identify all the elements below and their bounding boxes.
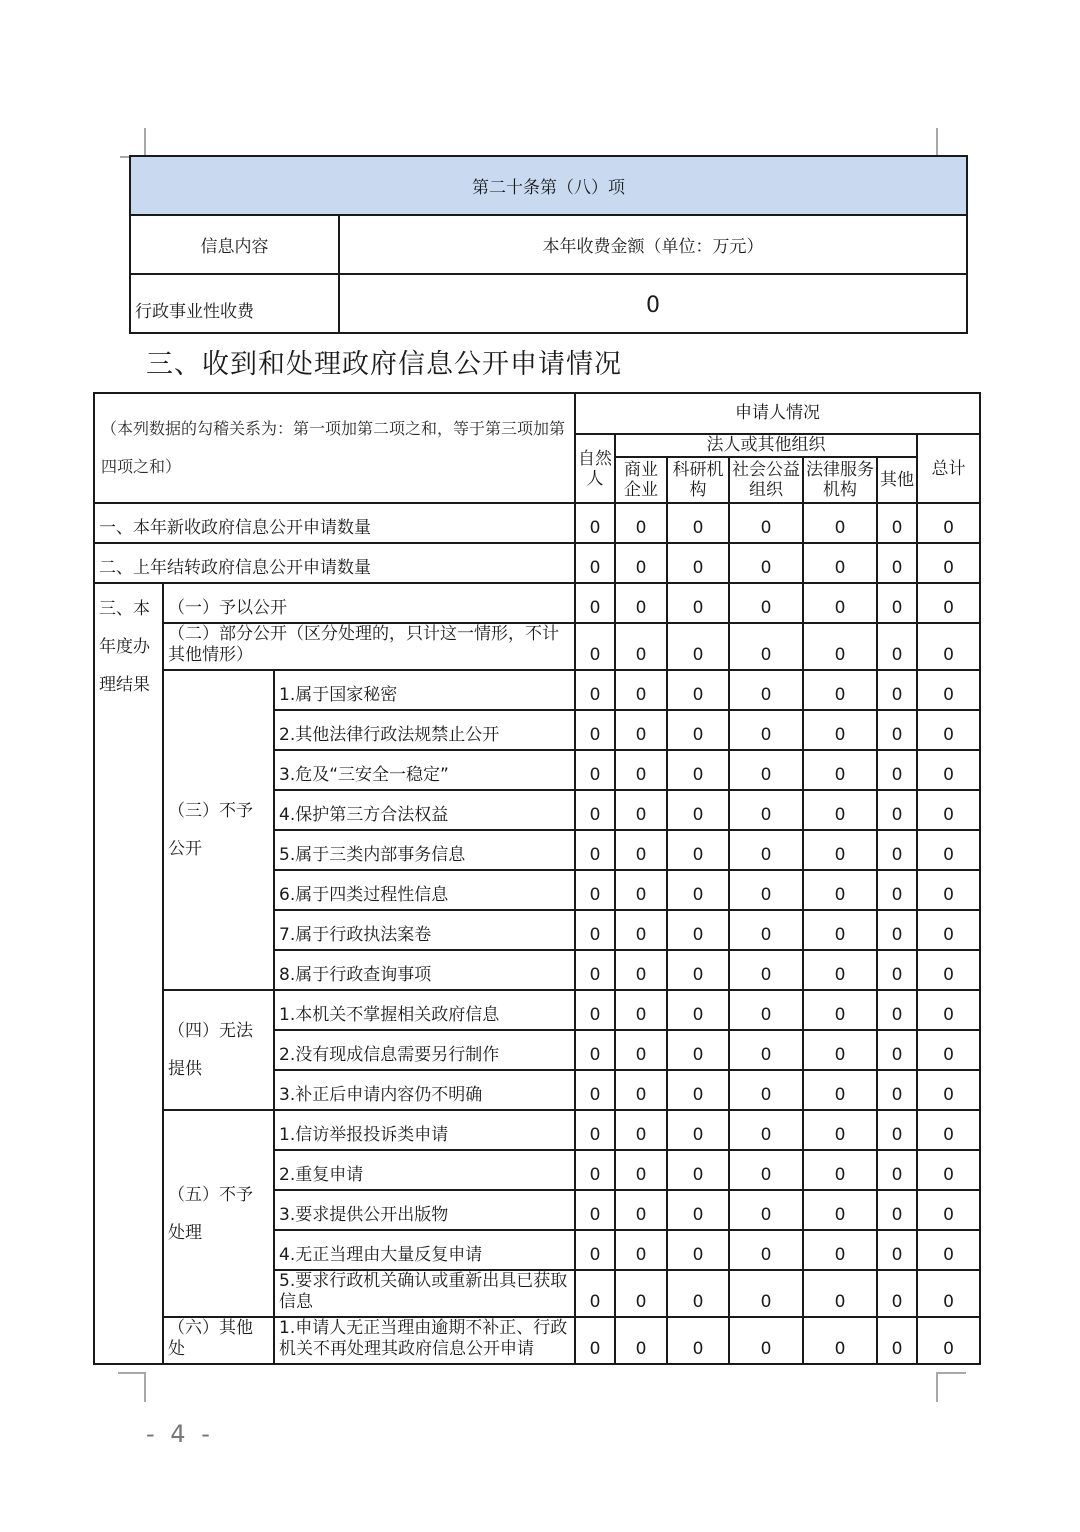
value-cell: 0: [667, 583, 729, 623]
value-cell: 0: [803, 990, 877, 1030]
value-cell: 0: [667, 503, 729, 543]
value-cell: 0: [917, 910, 980, 950]
value-cell: 0: [667, 1317, 729, 1364]
value-cell: 0: [575, 790, 615, 830]
group-other: （六）其他处: [163, 1317, 274, 1364]
applicant-header: 申请人情况: [575, 393, 980, 434]
value-cell: 0: [729, 1270, 803, 1317]
value-cell: 0: [877, 1190, 917, 1230]
row-label: 3.要求提供公开出版物: [274, 1190, 575, 1230]
value-cell: 0: [667, 790, 729, 830]
row-label: 5.属于三类内部事务信息: [274, 830, 575, 870]
value-cell: 0: [917, 1270, 980, 1317]
value-cell: 0: [575, 990, 615, 1030]
header-row-1: [94, 393, 980, 434]
value-cell: 0: [575, 543, 615, 583]
value-cell: 0: [877, 950, 917, 990]
table-row: [94, 503, 980, 543]
value-cell: 0: [803, 670, 877, 710]
value-cell: 0: [803, 710, 877, 750]
crop-mark-bottom-right: [936, 1372, 966, 1402]
value-cell: 0: [575, 623, 615, 670]
value-cell: 0: [803, 1270, 877, 1317]
value-cell: 0: [575, 950, 615, 990]
value-cell: 0: [667, 750, 729, 790]
value-cell: 0: [877, 670, 917, 710]
value-cell: 0: [803, 543, 877, 583]
value-cell: 0: [615, 1317, 667, 1364]
value-cell: 0: [803, 1317, 877, 1364]
crop-mark-top-right: [936, 128, 966, 158]
value-cell: 0: [575, 910, 615, 950]
value-cell: 0: [729, 503, 803, 543]
value-cell: 0: [729, 583, 803, 623]
row-label: 2.重复申请: [274, 1150, 575, 1190]
value-cell: 0: [667, 1110, 729, 1150]
value-cell: 0: [575, 583, 615, 623]
value-cell: 0: [667, 830, 729, 870]
value-cell: 0: [877, 1230, 917, 1270]
value-cell: 0: [667, 670, 729, 710]
value-cell: 0: [877, 543, 917, 583]
row-label: 7.属于行政执法案卷: [274, 910, 575, 950]
value-cell: 0: [877, 830, 917, 870]
col-social-welfare: 社会公益组织: [729, 457, 803, 503]
col-business: 商业企业: [615, 457, 667, 503]
table-row: [94, 583, 980, 623]
row-label: 1.本机关不掌握相关政府信息: [274, 990, 575, 1030]
value-cell: 0: [917, 583, 980, 623]
value-cell: 0: [729, 950, 803, 990]
value-cell: 0: [877, 1070, 917, 1110]
row-label: （一）予以公开: [163, 583, 575, 623]
row-label: 2.没有现成信息需要另行制作: [274, 1030, 575, 1070]
value-cell: 0: [877, 1150, 917, 1190]
value-cell: 0: [803, 750, 877, 790]
page-number: - 4 -: [146, 1420, 214, 1448]
value-cell: 0: [667, 870, 729, 910]
value-cell: 0: [729, 790, 803, 830]
value-cell: 0: [575, 750, 615, 790]
col-natural-person: 自然人: [575, 434, 615, 503]
row-label: 4.无正当理由大量反复申请: [274, 1230, 575, 1270]
value-cell: 0: [917, 1030, 980, 1070]
table-row: [94, 670, 980, 710]
value-cell: 0: [917, 1190, 980, 1230]
section-title: 三、收到和处理政府信息公开申请情况: [146, 349, 622, 380]
value-cell: 0: [917, 710, 980, 750]
value-cell: 0: [729, 1317, 803, 1364]
value-cell: 0: [877, 990, 917, 1030]
col-other-org: 其他: [877, 457, 917, 503]
value-cell: 0: [615, 503, 667, 543]
value-cell: 0: [803, 870, 877, 910]
row-label: 2.其他法律行政法规禁止公开: [274, 710, 575, 750]
value-cell: 0: [729, 1190, 803, 1230]
fee-table: [129, 155, 968, 334]
value-cell: 0: [729, 710, 803, 750]
value-cell: 0: [877, 1110, 917, 1150]
value-cell: 0: [575, 1150, 615, 1190]
value-cell: 0: [667, 543, 729, 583]
table-row: [94, 623, 980, 670]
value-cell: 0: [667, 1070, 729, 1110]
value-cell: 0: [615, 1190, 667, 1230]
value-cell: 0: [615, 583, 667, 623]
group-no-process: （五）不予处理: [163, 1110, 274, 1317]
value-cell: 0: [575, 710, 615, 750]
fee-row-value: 0: [339, 274, 967, 333]
value-cell: 0: [877, 623, 917, 670]
result-category: 三、本年度办理结果: [94, 583, 163, 1364]
value-cell: 0: [667, 623, 729, 670]
fee-row-label: 行政事业性收费: [130, 274, 339, 333]
value-cell: 0: [615, 623, 667, 670]
row-label: 1.申请人无正当理由逾期不补正、行政机关不再处理其政府信息公开申请: [274, 1317, 575, 1364]
value-cell: 0: [729, 1230, 803, 1270]
value-cell: 0: [729, 623, 803, 670]
value-cell: 0: [917, 543, 980, 583]
value-cell: 0: [917, 990, 980, 1030]
row-label: 3.补正后申请内容仍不明确: [274, 1070, 575, 1110]
value-cell: 0: [803, 623, 877, 670]
value-cell: 0: [575, 1230, 615, 1270]
value-cell: 0: [877, 790, 917, 830]
row-label: 6.属于四类过程性信息: [274, 870, 575, 910]
table-row: [94, 990, 980, 1030]
value-cell: 0: [615, 870, 667, 910]
value-cell: 0: [877, 1030, 917, 1070]
value-cell: 0: [877, 583, 917, 623]
value-cell: 0: [615, 1110, 667, 1150]
group-no-open: （三）不予公开: [163, 670, 274, 990]
value-cell: 0: [803, 1190, 877, 1230]
value-cell: 0: [575, 1110, 615, 1150]
value-cell: 0: [615, 790, 667, 830]
value-cell: 0: [667, 1190, 729, 1230]
value-cell: 0: [803, 1230, 877, 1270]
row-label: 一、本年新收政府信息公开申请数量: [94, 503, 575, 543]
value-cell: 0: [917, 1230, 980, 1270]
value-cell: 0: [667, 1230, 729, 1270]
value-cell: 0: [615, 1070, 667, 1110]
fee-table-header: 第二十条第（八）项: [130, 156, 967, 215]
value-cell: 0: [667, 710, 729, 750]
value-cell: 0: [615, 750, 667, 790]
value-cell: 0: [803, 950, 877, 990]
value-cell: 0: [803, 1150, 877, 1190]
col-total: 总计: [917, 434, 980, 503]
value-cell: 0: [575, 1190, 615, 1230]
value-cell: 0: [667, 950, 729, 990]
value-cell: 0: [615, 830, 667, 870]
value-cell: 0: [729, 543, 803, 583]
value-cell: 0: [667, 1030, 729, 1070]
value-cell: 0: [615, 543, 667, 583]
value-cell: 0: [729, 750, 803, 790]
value-cell: 0: [575, 1317, 615, 1364]
crop-mark-top-left: [120, 128, 146, 158]
value-cell: 0: [877, 750, 917, 790]
value-cell: 0: [615, 1030, 667, 1070]
value-cell: 0: [667, 910, 729, 950]
value-cell: 0: [615, 710, 667, 750]
value-cell: 0: [729, 870, 803, 910]
row-label: 3.危及“三安全一稳定”: [274, 750, 575, 790]
value-cell: 0: [729, 1070, 803, 1110]
value-cell: 0: [917, 1070, 980, 1110]
value-cell: 0: [917, 870, 980, 910]
value-cell: 0: [877, 503, 917, 543]
value-cell: 0: [575, 670, 615, 710]
row-label: 1.属于国家秘密: [274, 670, 575, 710]
value-cell: 0: [575, 1270, 615, 1317]
col-research: 科研机构: [667, 457, 729, 503]
value-cell: 0: [667, 1150, 729, 1190]
value-cell: 0: [917, 830, 980, 870]
value-cell: 0: [729, 1110, 803, 1150]
value-cell: 0: [877, 1317, 917, 1364]
value-cell: 0: [803, 583, 877, 623]
value-cell: 0: [575, 503, 615, 543]
value-cell: 0: [803, 790, 877, 830]
application-table: [93, 392, 981, 1365]
row-label: 5.要求行政机关确认或重新出具已获取信息: [274, 1270, 575, 1317]
value-cell: 0: [803, 1070, 877, 1110]
row-label: 8.属于行政查询事项: [274, 950, 575, 990]
table-row: [94, 1110, 980, 1150]
value-cell: 0: [615, 990, 667, 1030]
value-cell: 0: [877, 910, 917, 950]
value-cell: 0: [803, 910, 877, 950]
value-cell: 0: [917, 950, 980, 990]
value-cell: 0: [575, 830, 615, 870]
value-cell: 0: [575, 870, 615, 910]
value-cell: 0: [917, 670, 980, 710]
value-cell: 0: [877, 710, 917, 750]
row-label: （二）部分公开（区分处理的，只计这一情形，不计其他情形）: [163, 623, 575, 670]
table-row: [94, 543, 980, 583]
value-cell: 0: [803, 1030, 877, 1070]
col-legal-service: 法律服务机构: [803, 457, 877, 503]
value-cell: 0: [803, 830, 877, 870]
value-cell: 0: [667, 990, 729, 1030]
value-cell: 0: [615, 1270, 667, 1317]
value-cell: 0: [917, 750, 980, 790]
relation-note: （本列数据的勾稽关系为：第一项加第二项之和，等于第三项加第四项之和）: [94, 393, 575, 503]
value-cell: 0: [575, 1030, 615, 1070]
value-cell: 0: [917, 1110, 980, 1150]
group-unable: （四）无法提供: [163, 990, 274, 1110]
value-cell: 0: [615, 670, 667, 710]
value-cell: 0: [917, 623, 980, 670]
value-cell: 0: [667, 1270, 729, 1317]
value-cell: 0: [803, 503, 877, 543]
value-cell: 0: [729, 910, 803, 950]
value-cell: 0: [729, 1030, 803, 1070]
value-cell: 0: [729, 830, 803, 870]
value-cell: 0: [877, 1270, 917, 1317]
crop-mark-bottom-left: [118, 1372, 146, 1402]
value-cell: 0: [877, 870, 917, 910]
value-cell: 0: [803, 1110, 877, 1150]
legal-org-header: 法人或其他组织: [615, 434, 917, 457]
row-label: 1.信访举报投诉类申请: [274, 1110, 575, 1150]
row-label: 二、上年结转政府信息公开申请数量: [94, 543, 575, 583]
row-label: 4.保护第三方合法权益: [274, 790, 575, 830]
fee-col-info: 信息内容: [130, 215, 339, 274]
table-row: [94, 1317, 980, 1364]
value-cell: 0: [729, 990, 803, 1030]
value-cell: 0: [615, 910, 667, 950]
value-cell: 0: [575, 1070, 615, 1110]
value-cell: 0: [917, 503, 980, 543]
value-cell: 0: [729, 1150, 803, 1190]
value-cell: 0: [917, 790, 980, 830]
value-cell: 0: [615, 1150, 667, 1190]
value-cell: 0: [917, 1150, 980, 1190]
value-cell: 0: [615, 1230, 667, 1270]
fee-col-amount: 本年收费金额（单位：万元）: [339, 215, 967, 274]
value-cell: 0: [615, 950, 667, 990]
value-cell: 0: [917, 1317, 980, 1364]
value-cell: 0: [729, 670, 803, 710]
